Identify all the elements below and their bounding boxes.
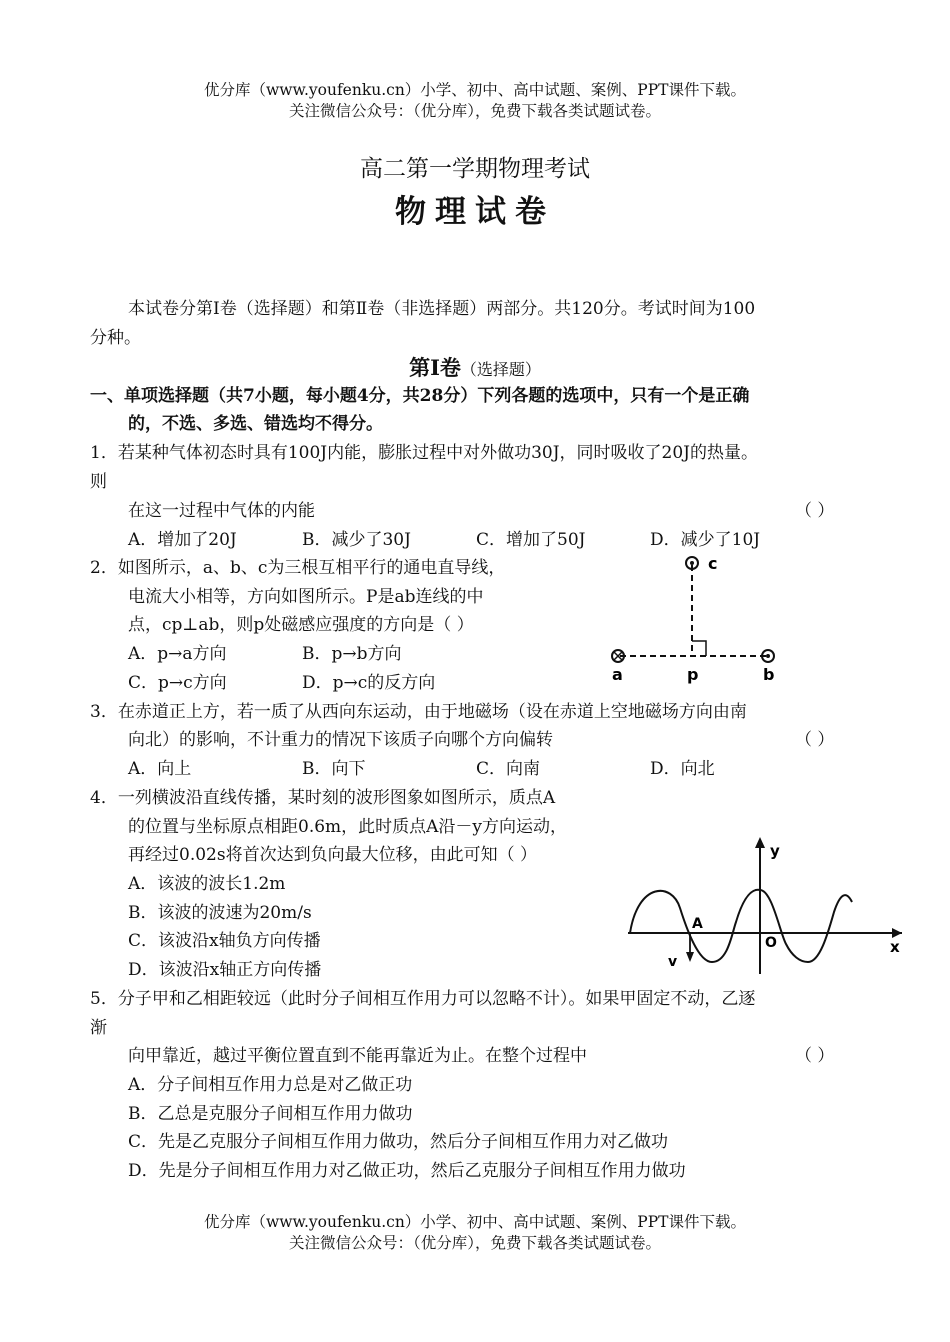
- q2-option-a: A．p→a方向: [128, 644, 227, 664]
- q4-label-y: y: [770, 842, 780, 860]
- q2-line-3: 点，cp⊥ab，则p处磁感应强度的方向是（ ）: [128, 615, 474, 635]
- q1-line-1: 1．若某种气体初态时具有100J内能，膨胀过程中对外做功30J，同时吸收了20J的热量。: [90, 443, 758, 463]
- q4-line-2: 的位置与坐标原点相距0.6m，此时质点A沿－y方向运动，: [128, 817, 568, 837]
- q1-option-d: D．减少了10J: [650, 530, 761, 550]
- q2-label-a: a: [612, 665, 623, 684]
- q4-wave-figure: [620, 832, 910, 980]
- q5-line-3: 向甲靠近，越过平衡位置直到不能再靠近为止。在整个过程中: [128, 1046, 587, 1066]
- q4-label-x: x: [890, 938, 900, 956]
- q2-line-2: 电流大小相等，方向如图所示。P是ab连线的中: [128, 587, 484, 607]
- q1-option-a: A．增加了20J: [128, 530, 237, 550]
- q4-wave-curve: [630, 890, 852, 962]
- q1-answer-paren: （ ）: [795, 501, 835, 521]
- q2-option-c: C．p→c方向: [128, 673, 227, 693]
- footer-line-2: 关注微信公众号：（优分库），免费下载各类试题试卷。: [288, 1234, 661, 1252]
- section-heading: [0, 352, 950, 382]
- q3-line-1: 3．在赤道正上方，若一质了从西向东运动，由于地磁场（设在赤道上空地磁场方向由南: [90, 702, 747, 722]
- q5-option-c: C．先是乙克服分子间相互作用力做功，然后分子间相互作用力对乙做功: [128, 1132, 669, 1152]
- q2-label-b: b: [763, 665, 775, 684]
- q4-label-A: A: [692, 916, 703, 932]
- q4-velocity-arrow-icon: [686, 952, 694, 962]
- q4-option-d: D．该波沿x轴正方向传播: [128, 960, 322, 980]
- header-line-1: 优分库（www.youfenku.cn）小学、初中、高中试题、案例、PPT课件下载。: [203, 81, 747, 99]
- q3-option-c: C．向南: [476, 759, 541, 779]
- q3-answer-paren: （ ）: [795, 730, 835, 750]
- q1-option-c: C．增加了50J: [476, 530, 586, 550]
- q2-line-1: 2．如图所示，a、b、c为三根互相平行的通电直导线，: [90, 558, 506, 578]
- q2-label-c: c: [708, 554, 718, 573]
- q4-option-c: C．该波沿x轴负方向传播: [128, 931, 321, 951]
- q4-label-v: v: [668, 954, 678, 970]
- q5-line-2: 渐: [90, 1018, 107, 1038]
- q4-y-arrow-icon: [755, 837, 765, 848]
- q2-right-angle-mark: [692, 641, 706, 656]
- q3-option-d: D．向北: [650, 759, 715, 779]
- part1-line-1: 一、单项选择题（共7小题，每小题4分，共28分）下列各题的选项中，只有一个是正确: [90, 386, 750, 406]
- header-line-2: 关注微信公众号：（优分库），免费下载各类试题试卷。: [288, 102, 661, 120]
- q1-option-b: B．减少了30J: [302, 530, 411, 550]
- section-note: （选择题）: [460, 360, 541, 379]
- q2-wire-figure: [600, 548, 790, 688]
- q3-line-2: 向北）的影响，不计重力的情况下该质子向哪个方向偏转: [128, 730, 553, 750]
- q4-label-O: O: [765, 935, 777, 951]
- exam-title: 高二第一学期物理考试: [360, 156, 590, 182]
- q2-label-p: p: [687, 665, 699, 684]
- q5-option-b: B．乙总是克服分子间相互作用力做功: [128, 1104, 413, 1124]
- section-name: 第Ⅰ卷: [409, 355, 461, 380]
- q3-option-a: A．向上: [128, 759, 192, 779]
- q4-line-3: 再经过0.02s将首次达到负向最大位移，由此可知（ ）: [128, 845, 537, 865]
- q1-line-2: 则: [90, 472, 107, 492]
- q4-option-a: A．该波的波长1.2m: [128, 874, 286, 894]
- q1-line-3: 在这一过程中气体的内能: [128, 501, 315, 521]
- q5-answer-paren: （ ）: [795, 1046, 835, 1066]
- footer-line-1: 优分库（www.youfenku.cn）小学、初中、高中试题、案例、PPT课件下载。: [203, 1213, 747, 1231]
- q4-line-1: 4．一列横波沿直线传播，某时刻的波形图象如图所示，质点A: [90, 788, 556, 808]
- paper-title: 物理试卷: [395, 194, 555, 230]
- q5-option-a: A．分子间相互作用力总是对乙做正功: [128, 1075, 413, 1095]
- q4-option-b: B．该波的波速为20m/s: [128, 903, 312, 923]
- part1-line-2: 的，不选、多选、错选均不得分。: [128, 414, 383, 434]
- page-footer: [0, 1212, 950, 1254]
- q5-line-1: 5．分子甲和乙相距较远（此时分子间相互作用力可以忽略不计）。如果甲固定不动，乙逐: [90, 989, 756, 1009]
- intro-line-1: 本试卷分第Ⅰ卷（选择题）和第Ⅱ卷（非选择题）两部分。共120分。考试时间为100: [128, 299, 756, 319]
- q2-option-d: D．p→c的反方向: [302, 673, 436, 693]
- intro-line-2: 分种。: [90, 328, 141, 348]
- q3-option-b: B．向下: [302, 759, 366, 779]
- q4-x-arrow-icon: [892, 928, 902, 938]
- q5-option-d: D．先是分子间相互作用力对乙做正功，然后乙克服分子间相互作用力做功: [128, 1161, 686, 1181]
- page-header: [0, 80, 950, 122]
- q2-option-b: B．p→b方向: [302, 644, 402, 664]
